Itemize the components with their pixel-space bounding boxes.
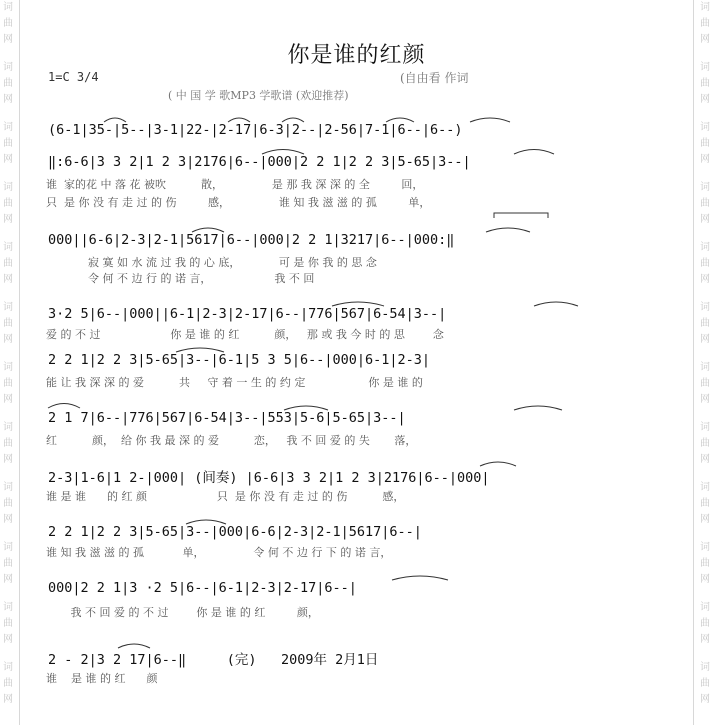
watermark-glyph: 网 <box>3 574 13 585</box>
watermark-glyph: 网 <box>3 514 13 525</box>
triplet-bracket <box>494 213 548 218</box>
slur-2 <box>228 118 250 122</box>
slur-18 <box>392 576 448 580</box>
slur-1 <box>104 118 126 122</box>
watermark-glyph: 曲 <box>700 18 710 29</box>
watermark-glyph: 词 <box>700 362 710 373</box>
watermark-glyph: 词 <box>700 662 710 673</box>
lyric-line-2-verse-1: 谁 家的花 中 落 花 被吹 散， 是 那 我 深 深 的 全 回， <box>46 178 424 191</box>
slur-12 <box>176 348 224 352</box>
slur-8 <box>192 228 224 232</box>
watermark-glyph: 词 <box>700 62 710 73</box>
watermark-glyph: 曲 <box>700 498 710 509</box>
slur-7 <box>514 150 554 155</box>
slur-6 <box>262 150 304 155</box>
watermark-glyph: 网 <box>3 154 13 165</box>
watermark-glyph: 曲 <box>700 378 710 389</box>
lyric-line-3-verse-2: 令 何 不 边 行 的 诺 言， 我 不 回 <box>46 272 315 285</box>
watermark-glyph: 曲 <box>3 198 13 209</box>
watermark-glyph: 词 <box>700 602 710 613</box>
notation-line-3: 000||6-6|2-3|2-1|5617|6--|000|2 2 1|3217|6--|000:‖ <box>48 232 455 248</box>
watermark-glyph: 曲 <box>3 18 13 29</box>
watermark-glyph: 网 <box>3 694 13 705</box>
watermark-glyph: 网 <box>700 214 710 225</box>
watermark-glyph: 曲 <box>700 198 710 209</box>
watermark-glyph: 网 <box>700 274 710 285</box>
watermark-glyph: 词 <box>700 182 710 193</box>
watermark-glyph: 曲 <box>3 558 13 569</box>
watermark-glyph: 网 <box>3 214 13 225</box>
notation-line-4: 3·2 5|6--|000||6-1|2-3|2-17|6--|776|567|6-54|3--| <box>48 306 447 322</box>
lyric-line-4: 爱 的 不 过 你 是 谁 的 红 颜， 那 或 我 今 时 的 思 念 <box>46 328 444 341</box>
notation-line-8: 2 2 1|2 2 3|5-65|3--|000|6-6|2-3|2-1|5617|6--| <box>48 524 422 540</box>
watermark-glyph: 曲 <box>3 618 13 629</box>
watermark-glyph: 词 <box>3 662 13 673</box>
watermark-glyph: 词 <box>3 362 13 373</box>
lyric-line-2-verse-2: 只 是 你 没 有 走 过 的 伤 感， 谁 知 我 滋 滋 的 孤 单， <box>46 196 431 209</box>
slur-11 <box>534 302 578 306</box>
watermark-glyph: 曲 <box>700 138 710 149</box>
watermark-glyph: 曲 <box>3 318 13 329</box>
slur-16 <box>480 462 516 466</box>
watermark-glyph: 曲 <box>3 78 13 89</box>
notation-line-10: 2 - 2|3 2 17|6--‖ (完) 2009年 2月1日 <box>48 652 379 668</box>
watermark-glyph: 词 <box>3 422 13 433</box>
watermark-glyph: 网 <box>3 454 13 465</box>
watermark-glyph: 网 <box>700 34 710 45</box>
watermark-glyph: 曲 <box>3 378 13 389</box>
lyric-line-9: 我 不 回 爱 的 不 过 你 是 谁 的 红 颜， <box>46 606 319 619</box>
watermark-glyph: 曲 <box>3 678 13 689</box>
slur-3 <box>282 118 304 122</box>
watermark-glyph: 网 <box>3 334 13 345</box>
score-source-note: ( 中 国 学 歌MP3 学歌谱 (欢迎推荐) <box>168 89 349 102</box>
watermark-glyph: 词 <box>700 2 710 13</box>
lyric-line-7: 谁 是 谁 的 红 颜 只 是 你 没 有 走 过 的 伤 感， <box>46 490 405 503</box>
watermark-glyph: 网 <box>3 394 13 405</box>
watermark-glyph: 网 <box>700 94 710 105</box>
watermark-glyph: 曲 <box>3 438 13 449</box>
lyric-line-3-verse-1: 寂 寞 如 水 流 过 我 的 心 底， 可 是 你 我 的 思 念 <box>46 256 377 269</box>
slur-10 <box>332 302 384 306</box>
watermark-glyph: 网 <box>700 154 710 165</box>
slur-19 <box>118 644 150 648</box>
slur-4 <box>386 118 414 122</box>
watermark-glyph: 曲 <box>3 258 13 269</box>
notation-line-7: 2-3|1-6|1 2-|000| (间奏) |6-6|3 3 2|1 2 3|2176|6--|000| <box>48 470 490 486</box>
lyric-line-6: 红 颜， 给 你 我 最 深 的 爱 恋， 我 不 回 爱 的 失 落， <box>46 434 417 447</box>
watermark-glyph: 词 <box>3 182 13 193</box>
watermark-glyph: 词 <box>3 122 13 133</box>
slur-15 <box>514 406 562 410</box>
watermark-glyph: 词 <box>700 422 710 433</box>
watermark-glyph: 词 <box>700 482 710 493</box>
slur-14 <box>284 406 328 410</box>
key-signature: 1=C 3/4 <box>48 70 99 84</box>
watermark-glyph: 网 <box>700 454 710 465</box>
watermark-glyph: 词 <box>3 302 13 313</box>
watermark-glyph: 曲 <box>700 78 710 89</box>
watermark-glyph: 词 <box>3 2 13 13</box>
watermark-glyph: 网 <box>700 394 710 405</box>
notation-line-1: (6-1|35-|5--|3-1|22-|2-17|6-3|2--|2-56|7-1|6--|6--) <box>48 122 463 138</box>
watermark-glyph: 词 <box>3 542 13 553</box>
slur-5 <box>470 118 510 122</box>
watermark-glyph: 网 <box>700 574 710 585</box>
song-title: 你是谁的红颜 <box>287 43 426 68</box>
watermark-glyph: 曲 <box>700 558 710 569</box>
watermark-glyph: 网 <box>700 514 710 525</box>
watermark-glyph: 词 <box>3 62 13 73</box>
slur-17 <box>186 520 226 524</box>
watermark-glyph: 网 <box>3 34 13 45</box>
watermark-glyph: 网 <box>3 634 13 645</box>
notation-line-6: 2 1 7|6--|776|567|6-54|3--|553|5-6|5-65|3--| <box>48 410 406 426</box>
lyric-line-5: 能 让 我 深 深 的 爱 共 守 着 一 生 的 约 定 你 是 谁 的 <box>46 376 423 389</box>
watermark-glyph: 词 <box>3 482 13 493</box>
watermark-glyph: 曲 <box>3 498 13 509</box>
notation-line-9: 000|2 2 1|3 ·2 5|6--|6-1|2-3|2-17|6--| <box>48 580 357 596</box>
watermark-glyph: 词 <box>700 122 710 133</box>
watermark-glyph: 曲 <box>3 138 13 149</box>
slur-9 <box>486 228 530 232</box>
watermark-glyph: 网 <box>700 694 710 705</box>
watermark-glyph: 曲 <box>700 678 710 689</box>
watermark-glyph: 曲 <box>700 618 710 629</box>
watermark-glyph: 曲 <box>700 258 710 269</box>
notation-line-5: 2 2 1|2 2 3|5-65|3--|6-1|5 3 5|6--|000|6-1|2-3| <box>48 352 431 368</box>
slur-13 <box>48 404 80 409</box>
lyric-line-8: 谁 知 我 滋 滋 的 孤 单， 令 何 不 边 行 下 的 诺 言， <box>46 546 392 559</box>
watermark-glyph: 词 <box>700 542 710 553</box>
watermark-glyph: 网 <box>700 334 710 345</box>
notation-line-2: ‖:6-6|3 3 2|1 2 3|2176|6--|000|2 2 1|2 2 3|5-65|3--| <box>48 154 471 170</box>
watermark-glyph: 网 <box>3 94 13 105</box>
watermark-glyph: 词 <box>700 242 710 253</box>
watermark-glyph: 词 <box>3 602 13 613</box>
lyric-line-10: 谁 是 谁 的 红 颜 <box>46 672 158 685</box>
watermark-glyph: 词 <box>700 302 710 313</box>
watermark-glyph: 网 <box>3 274 13 285</box>
watermark-glyph: 网 <box>700 634 710 645</box>
lyricist-credit: (自由看 作词 <box>400 71 469 85</box>
watermark-glyph: 曲 <box>700 318 710 329</box>
watermark-glyph: 曲 <box>700 438 710 449</box>
watermark-glyph: 词 <box>3 242 13 253</box>
